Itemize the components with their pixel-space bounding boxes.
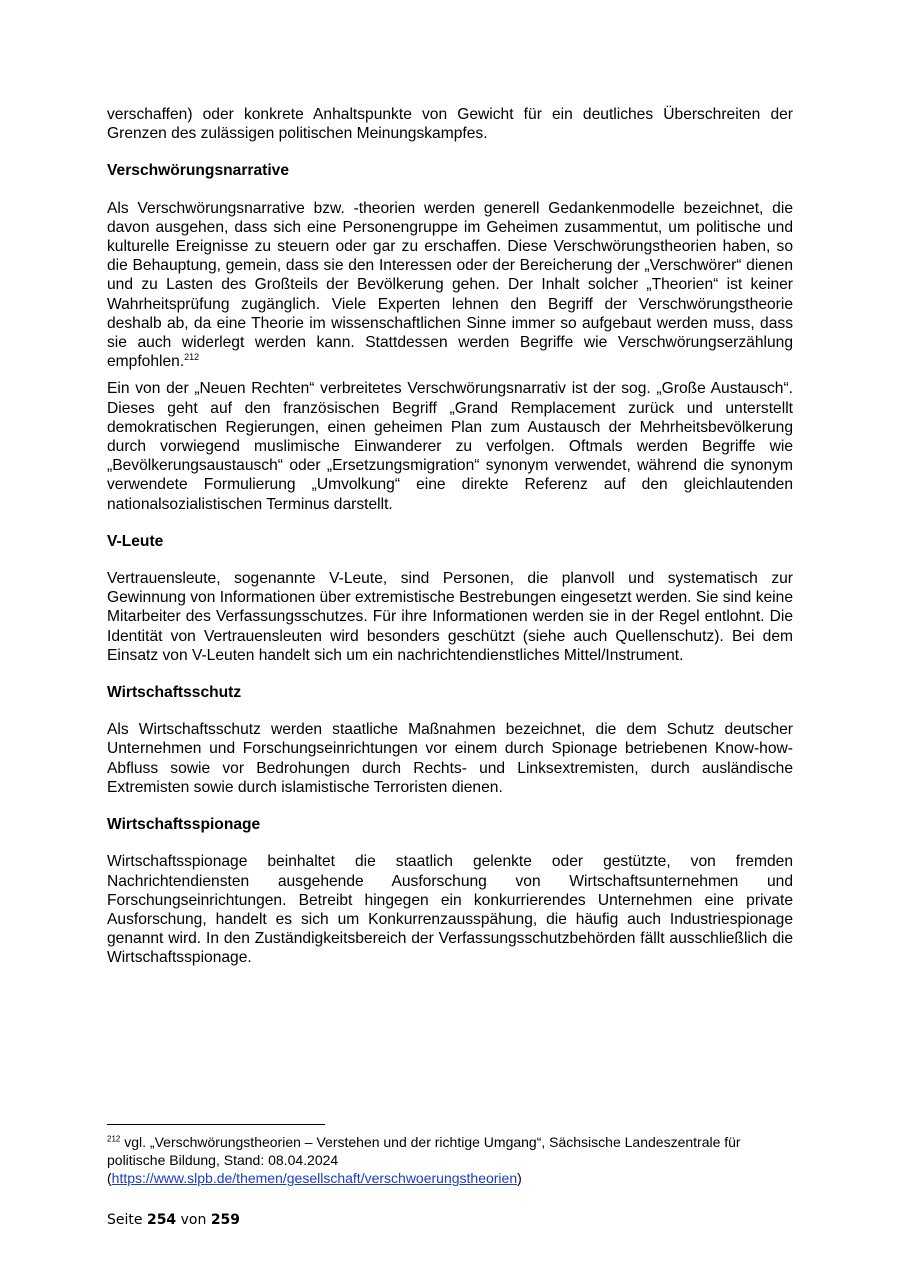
page-content [107, 105, 793, 968]
footnote-reference[interactable]: 212 [184, 352, 200, 363]
paragraph-continuation: verschaffen) oder konkrete Anhaltspunkte von Gewicht für ein deutliches Überschreiten der Grenzen des zulässigen politischen Meinungskampfes. [107, 106, 793, 143]
footnote-number: 212 [107, 1134, 121, 1144]
heading-verschwoerungsnarrative: Verschwörungsnarrative [107, 162, 290, 180]
page-label: Seite [107, 1212, 147, 1228]
footnote-text: vgl. „Verschwörungstheorien – Verstehen und der richtige Umgang“, Sächsische Landeszentrale für politische Bildung, Stand: 08.04.2024 [107, 1134, 741, 1168]
footnote-separator [107, 1124, 325, 1125]
footnote-link-close-paren: ) [517, 1170, 522, 1186]
footnote-link[interactable]: https://www.slpb.de/themen/gesellschaft/verschwoerungstheorien [111, 1170, 518, 1186]
heading-wirtschaftsschutz: Wirtschaftsschutz [107, 684, 242, 702]
heading-wirtschaftsspionage: Wirtschaftsspionage [107, 816, 261, 834]
heading-v-leute: V-Leute [107, 532, 164, 550]
paragraph-verschwoerungsnarrative-definition [107, 199, 793, 372]
paragraph-wirtschaftsschutz: Als Wirtschaftsschutz werden staatliche Maßnahmen bezeichnet, die dem Schutz deutscher Unternehmen und Forschungseinrichtungen vor einem durch Spionage betriebenen Know-how-Abfluss sowie vor Bedrohungen durch Rechts- und Linksextremisten, durch ausländische Extremisten sowie durch islamistische Terroristen dienen. [107, 721, 793, 796]
page-number-footer [107, 1211, 240, 1229]
footnote-link-open-paren: ( [107, 1170, 112, 1186]
page-of-label: von [176, 1212, 211, 1228]
paragraph-wirtschaftsspionage: Wirtschaftsspionage beinhaltet die staatlich gelenkte oder gestützte, von fremden Nachrichtendiensten ausgehende Ausforschung von Wirtschaftsunternehmen und Forschungseinrichtungen. Betreibt hingegen ein konkurrierendes Unternehmen eine private Ausforschung, handelt es sich um Konkurrenzausspähung, die häufig auch Industriespionage genannt wird. In den Zuständigkeitsbereich der Verfassungsschutzbehörden fällt ausschließlich die Wirtschaftsspionage. [107, 853, 793, 967]
footnote [107, 1133, 797, 1187]
paragraph-v-leute: Vertrauensleute, sogenannte V-Leute, sind Personen, die planvoll und systematisch zur Gewinnung von Informationen über extremistische Bestrebungen eingesetzt werden. Sie sind keine Mitarbeiter des Verfassungsschutzes. Für ihre Informationen werden sie in der Regel entlohnt. Die Identität von Vertrauensleuten wird besonders geschützt (siehe auch Quellenschutz). Bei dem Einsatz von V-Leuten handelt sich um ein nachrichtendienstliches Mittel/Instrument. [107, 570, 793, 664]
total-page-count: 259 [210, 1212, 241, 1228]
current-page-number: 254 [146, 1212, 177, 1228]
paragraph-text: Als Verschwörungsnarrative bzw. -theorien werden generell Gedankenmodelle bezeichnet, die davon ausgehen, dass sich eine Personengruppe im Geheimen zusammentut, um politische und kulturelle Ereignisse zu steuern oder gar zu erschaffen. Diese Verschwörungstheorien haben, so die Behauptung, gemein, dass sie den Interessen oder der Bereicherung der „Verschwörer“ dienen und zu Lasten des Großteils der Bevölkerung gehen. Der Inhalt solcher „Theorien“ ist keiner Wahrheitsprüfung zugänglich. Viele Experten lehnen den Begriff der Verschwörungstheorie deshalb ab, da eine Theorie im wissenschaftlichen Sinne immer so aufgebaut werden muss, dass sie auch widerlegt werden kann. Stattdessen werden Begriffe wie Verschwörungserzählung empfohlen. [107, 199, 793, 371]
paragraph-grosser-austausch: Ein von der „Neuen Rechten“ verbreitetes Verschwörungsnarrativ ist der sog. „Große Austausch“. Dieses geht auf den französischen Begriff „Grand Remplacement zurück und unterstellt demokratischen Regierungen, einen geheimen Plan zum Austausch der Mehrheitsbevölkerung durch vorwiegend muslimische Einwanderer zu verfolgen. Oftmals werden Begriffe wie „Bevölkerungsaustausch“ oder „Ersetzungsmigration“ synonym verwendet, während die synonym verwendete Formulierung „Umvolkung“ eine direkte Referenz auf den gleichlautenden nationalsozialistischen Terminus darstellt. [107, 380, 793, 513]
